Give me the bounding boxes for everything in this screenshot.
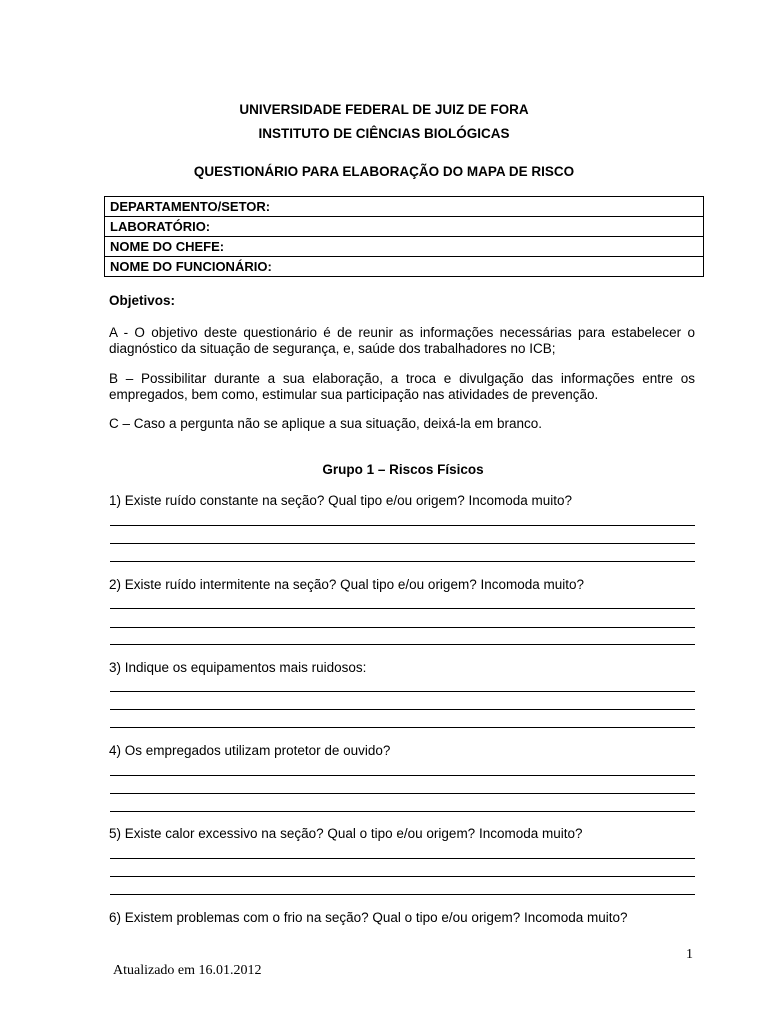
answer-line[interactable]	[110, 543, 695, 544]
answer-line[interactable]	[110, 525, 695, 526]
objective-c: C – Caso a pergunta não se aplique a sua situação, deixá-la em branco.	[109, 416, 543, 431]
answer-line[interactable]	[110, 876, 695, 877]
answer-line[interactable]	[110, 627, 695, 628]
updated-date: Atualizado em 16.01.2012	[113, 963, 262, 978]
answer-line[interactable]	[110, 644, 695, 645]
objective-a: A - O objetivo deste questionário é de reunir as informações necessárias para estabelecer o diagnóstico da situação de segurança, e, saúde dos trabalhadores no ICB;	[109, 325, 695, 356]
question-5: 5) Existe calor excessivo na seção? Qual o tipo e/ou origem? Incomoda muito?	[109, 826, 583, 841]
university-name: UNIVERSIDADE FEDERAL DE JUIZ DE FORA	[239, 102, 529, 117]
question-2: 2) Existe ruído intermitente na seção? Qual tipo e/ou origem? Incomoda muito?	[109, 577, 585, 592]
answer-line[interactable]	[110, 709, 695, 710]
answer-line[interactable]	[110, 811, 695, 812]
laboratory-field[interactable]: LABORATÓRIO:	[105, 217, 704, 237]
page-number: 1	[686, 947, 693, 962]
info-table	[104, 196, 704, 277]
answer-line[interactable]	[110, 608, 695, 609]
question-4: 4) Os empregados utilizam protetor de ouvido?	[109, 743, 391, 758]
document-title: QUESTIONÁRIO PARA ELABORAÇÃO DO MAPA DE RISCO	[193, 164, 575, 179]
answer-line[interactable]	[110, 691, 695, 692]
employee-name-field[interactable]: NOME DO FUNCIONÁRIO:	[105, 257, 704, 277]
question-6: 6) Existem problemas com o frio na seção? Qual o tipo e/ou origem? Incomoda muito?	[109, 910, 628, 925]
department-field[interactable]: DEPARTAMENTO/SETOR:	[105, 197, 704, 217]
answer-line[interactable]	[110, 858, 695, 859]
institute-name: INSTITUTO DE CIÊNCIAS BIOLÓGICAS	[258, 126, 510, 141]
answer-line[interactable]	[110, 561, 695, 562]
info-row	[105, 197, 704, 217]
info-row	[105, 237, 704, 257]
info-row	[105, 257, 704, 277]
answer-line[interactable]	[110, 775, 695, 776]
answer-line[interactable]	[110, 793, 695, 794]
answer-line[interactable]	[110, 894, 695, 895]
objective-b: B – Possibilitar durante a sua elaboração, a troca e divulgação das informações entre os empregados, bem como, estimular sua participação nas atividades de prevenção.	[109, 371, 695, 402]
group-title: Grupo 1 – Riscos Físicos	[322, 462, 484, 477]
chief-name-field[interactable]: NOME DO CHEFE:	[105, 237, 704, 257]
info-row	[105, 217, 704, 237]
objectives-heading: Objetivos:	[109, 293, 176, 308]
question-1: 1) Existe ruído constante na seção? Qual tipo e/ou origem? Incomoda muito?	[109, 493, 573, 508]
answer-line[interactable]	[110, 727, 695, 728]
question-3: 3) Indique os equipamentos mais ruidosos:	[109, 660, 367, 675]
